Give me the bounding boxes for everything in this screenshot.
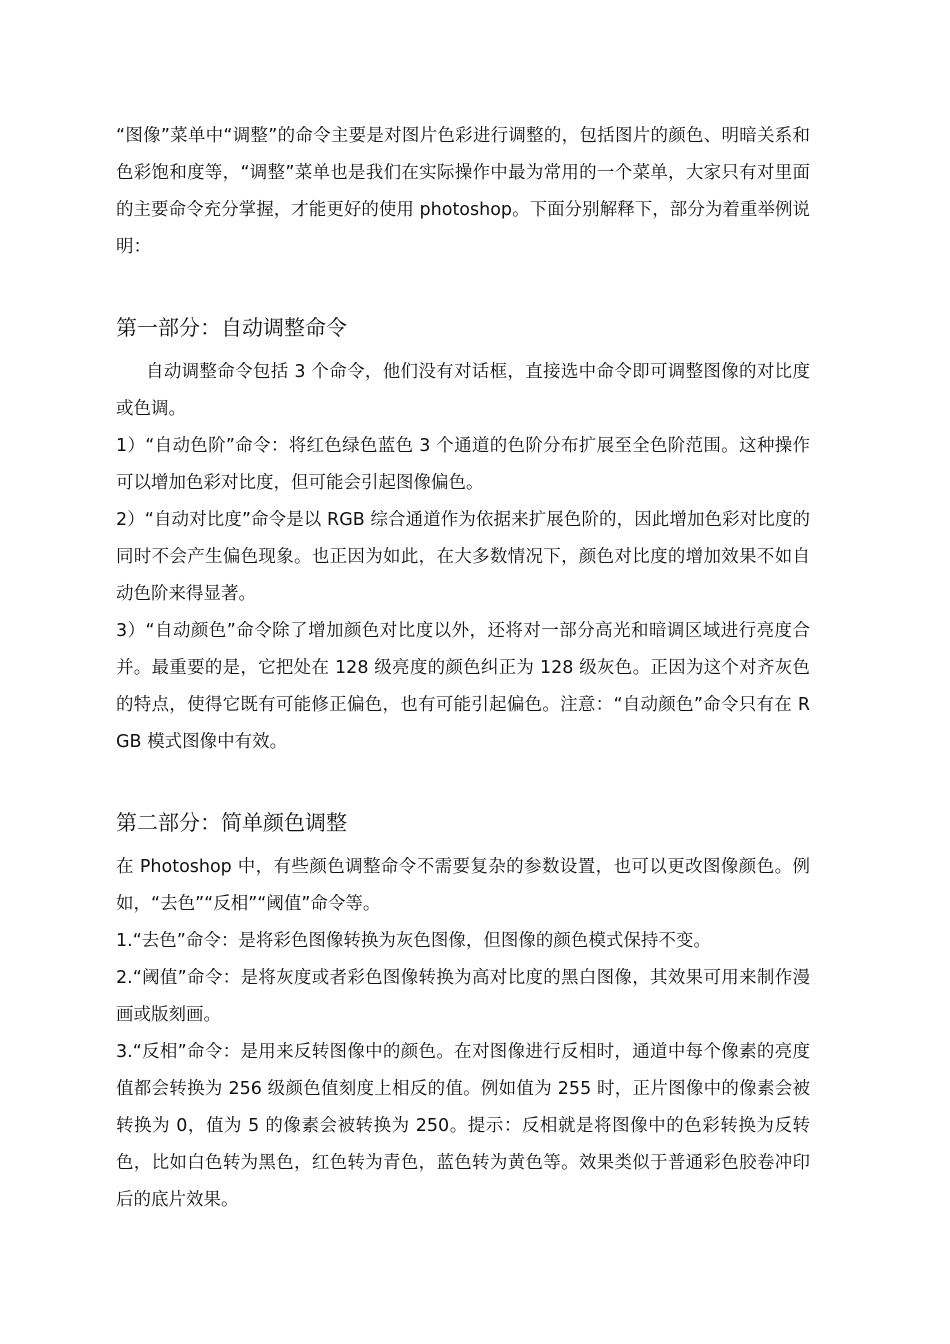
document-page: [116, 118, 810, 1219]
section2-lead: 在 Photoshop 中，有些颜色调整命令不需要复杂的参数设置，也可以更改图像颜色。例如，“去色”“反相”“阈值”命令等。: [116, 857, 810, 914]
section1-item-auto-levels: 1）“自动色阶”命令：将红色绿色蓝色 3 个通道的色阶分布扩展至全色阶范围。这种操作可以增加色彩对比度，但可能会引起图像偏色。: [116, 436, 810, 493]
section2-item-desaturate: 1.“去色”命令：是将彩色图像转换为灰色图像，但图像的颜色模式保持不变。: [116, 931, 711, 951]
section2-heading: 第二部分：简单颜色调整: [116, 811, 347, 835]
section1-lead: 自动调整命令包括 3 个命令，他们没有对话框，直接选中命令即可调整图像的对比度或色调。: [116, 362, 810, 419]
section1-heading: 第一部分：自动调整命令: [116, 316, 347, 340]
section1-item-auto-contrast: 2）“自动对比度”命令是以 RGB 综合通道作为依据来扩展色阶的，因此增加色彩对比度的同时不会产生偏色现象。也正因为如此，在大多数情况下，颜色对比度的增加效果不如自动色阶来得显著。: [116, 510, 810, 604]
section2-item-invert: 3.“反相”命令：是用来反转图像中的颜色。在对图像进行反相时，通道中每个像素的亮度值都会转换为 256 级颜色值刻度上相反的值。例如值为 255 时，正片图像中的像素会被转换为 0，值为 5 的像素会被转换为 250。提示：反相就是将图像中的色彩转换为反转色，比如白色转为黑色，红色转为青色，蓝色转为黄色等。效果类似于普通彩色胶卷冲印后的底片效果。: [116, 1042, 810, 1210]
section1-item-auto-color: 3）“自动颜色”命令除了增加颜色对比度以外，还将对一部分高光和暗调区域进行亮度合并。最重要的是，它把处在 128 级亮度的颜色纠正为 128 级灰色。正因为这个对齐灰色的特点，使得它既有可能修正偏色，也有可能引起偏色。注意：“自动颜色”命令只有在 RGB 模式图像中有效。: [116, 621, 810, 752]
section2-item-threshold: 2.“阈值”命令：是将灰度或者彩色图像转换为高对比度的黑白图像，其效果可用来制作漫画或版刻画。: [116, 968, 810, 1025]
intro-paragraph: “图像”菜单中“调整”的命令主要是对图片色彩进行调整的，包括图片的颜色、明暗关系和色彩饱和度等，“调整”菜单也是我们在实际操作中最为常用的一个菜单，大家只有对里面的主要命令充分掌握，才能更好的使用 photoshop。下面分别解释下，部分为着重举例说明：: [116, 126, 810, 257]
